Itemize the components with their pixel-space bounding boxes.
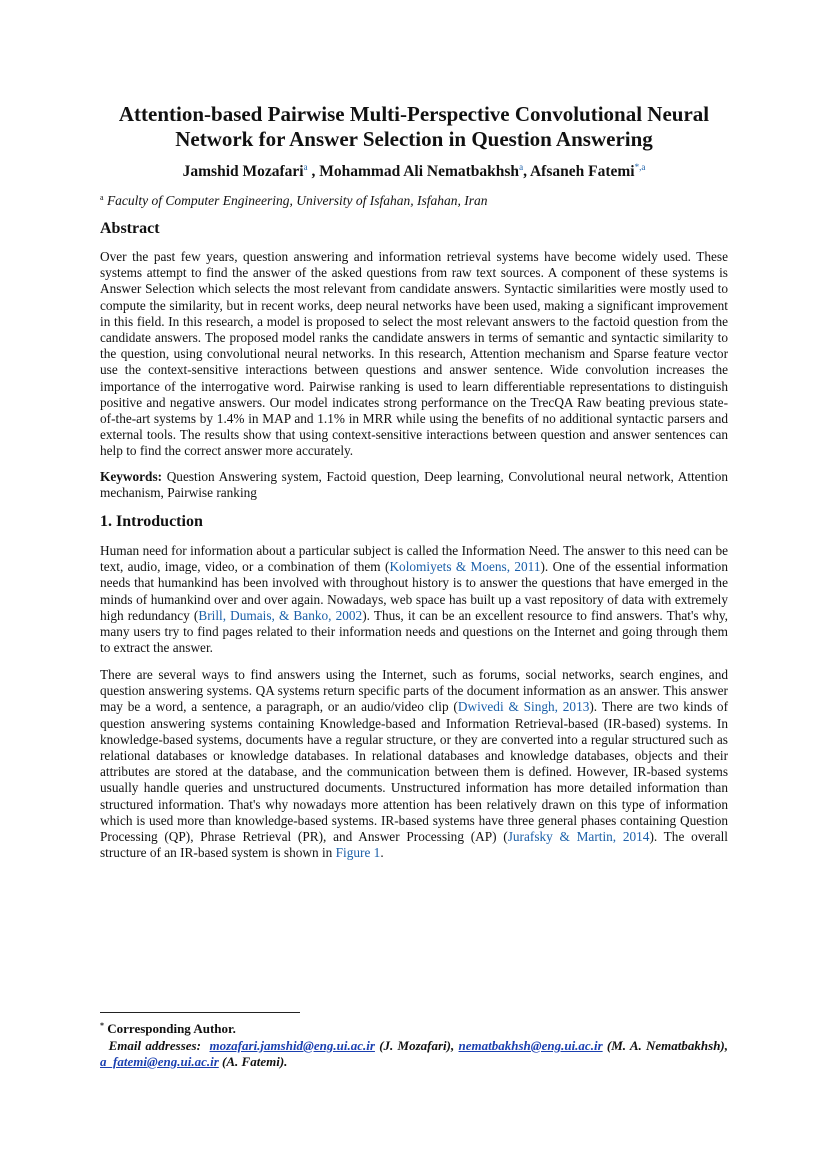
paragraph-text: There are several ways to find answers using the Internet, such as forums, social networks, search engines, and question answering systems. QA systems return specific parts of the document information as an answer. This answer may be a word, a sentence, a paragraph, or an audio/video clip ( [100, 667, 728, 715]
affiliation [100, 193, 488, 209]
affiliation-text: Faculty of Computer Engineering, University of Isfahan, Isfahan, Iran [103, 193, 488, 208]
author-list [100, 163, 728, 181]
citation-link[interactable]: Kolomiyets & Moens, 2011 [389, 559, 541, 575]
email-label: Email addresses: [108, 1037, 201, 1053]
author-affil-marker: a [303, 162, 308, 172]
paragraph-text: ). Thus, it can be an excellent resource to find answers. That's why, many users try to find pages related to their information needs and questions on the Internet and going through them to extract the answer. [100, 607, 729, 656]
paragraph-text: ). One of the essential information needs that humankind has been involved with throughout history is to answer the questions that have emerged in the minds of humankind over and over again. Nowadays, web space has built up a vast repository of data with extremely high redundancy ( [100, 559, 728, 623]
keywords [100, 469, 728, 501]
paper-title: Attention-based Pairwise Multi-Perspective Convolutional Neural Network for Answer Selection in Question Answering [118, 102, 710, 151]
author-name: Afsaneh Fatemi [529, 163, 635, 180]
keywords-label: Keywords: [100, 469, 163, 484]
paragraph-text: ). There are two kinds of question answering systems containing Knowledge-based and Information Retrieval-based (IR-based) systems. In knowledge-based systems, documents have a regular structure, or they are converted into a regular structured such as relational databases or knowledge databases. In relational databases and knowledge databases, objects and their attributes are stored at the database, and the communication between them is defined. However, IR-based systems usually handle queries and unstructured documents. Unstructured information has more detailed information than structured information. That's why nowadays more attention has been relatively drawn on this type of information which is used more than knowledge-based systems. IR-based systems have three general phases containing Question Processing (QP), Phrase Retrieval (PR), and Answer Processing (AP) ( [100, 699, 728, 845]
citation-link[interactable]: Brill, Dumais, & Banko, 2002 [198, 607, 363, 623]
paragraph-text: ). The overall structure of an IR-based system is shown in [100, 829, 729, 861]
email-owner: (J. Mozafari), [374, 1037, 459, 1053]
abstract-text: Over the past few years, question answering and information retrieval systems have become widely used. These systems attempt to find the answer of the asked questions from raw text sources. A component of these systems is Answer Selection which selects the most relevant from candidate answers. Syntactic similarities were mostly used to compute the similarity, but in recent works, deep neural networks have been used, making a significant improvement in this field. In this research, a model is proposed to select the most relevant answers to the factoid question from the candidate answers. The proposed model ranks the candidate answers in terms of semantic and syntactic similarity to the question, using convolutional neural networks. In this research, Attention mechanism and Sparse feature vector use the context-sensitive interactions between questions and answer sentence. Wide convolution increases the importance of the interrogative word. Pairwise ranking is used to learn differentiable representations to distinguish positive and negative answers. Our model indicates strong performance on the TrecQA Raw beating previous state-of-the-art systems by 1.4% in MAP and 1.1% in MRR while using the benefits of no additional syntactic parsers and external tools. The results show that using context-sensitive interactions between question and answer sentences can help to find the correct answer more accurately. [100, 249, 728, 459]
abstract-heading: Abstract [100, 220, 160, 237]
author-separator: , [523, 163, 530, 180]
intro-paragraph-2 [100, 667, 728, 861]
author-name: Jamshid Mozafari [182, 163, 304, 180]
paragraph-text: Human need for information about a particular subject is called the Information Need. The answer to this need can be text, audio, image, video, or a combination of them ( [100, 543, 728, 575]
author-affil-marker: *,a [634, 162, 646, 172]
citation-link[interactable]: Dwivedi & Singh, 2013 [457, 699, 590, 715]
citation-link[interactable]: Figure 1 [335, 845, 381, 861]
author-separator: , [307, 163, 320, 180]
email-link[interactable]: nematbakhsh@eng.ui.ac.ir [458, 1037, 603, 1053]
citation-link[interactable]: Jurafsky & Martin, 2014 [507, 829, 650, 845]
author-affil-marker: a [519, 162, 524, 172]
author-name: Mohammad Ali Nematbakhsh [319, 163, 520, 180]
email-owner: (M. A. Nematbakhsh), [602, 1037, 729, 1053]
corresponding-author-note: Corresponding Author. [104, 1021, 236, 1036]
email-link[interactable]: mozafari.jamshid@eng.ui.ac.ir [209, 1037, 375, 1053]
footnote-marker: * [100, 1021, 104, 1030]
section-heading-introduction: 1. Introduction [100, 513, 203, 530]
intro-paragraph-1 [100, 543, 728, 656]
email-owner: (A. Fatemi). [218, 1054, 288, 1069]
footnote [100, 1021, 728, 1071]
email-link[interactable]: a_fatemi@eng.ui.ac.ir [100, 1054, 219, 1069]
affiliation-marker: a [100, 193, 104, 202]
keywords-text: Question Answering system, Factoid question, Deep learning, Convolutional neural network, Attention mechanism, Pairwise ranking [100, 469, 728, 501]
paragraph-text: . [380, 845, 384, 861]
footnote-divider [100, 1012, 300, 1013]
